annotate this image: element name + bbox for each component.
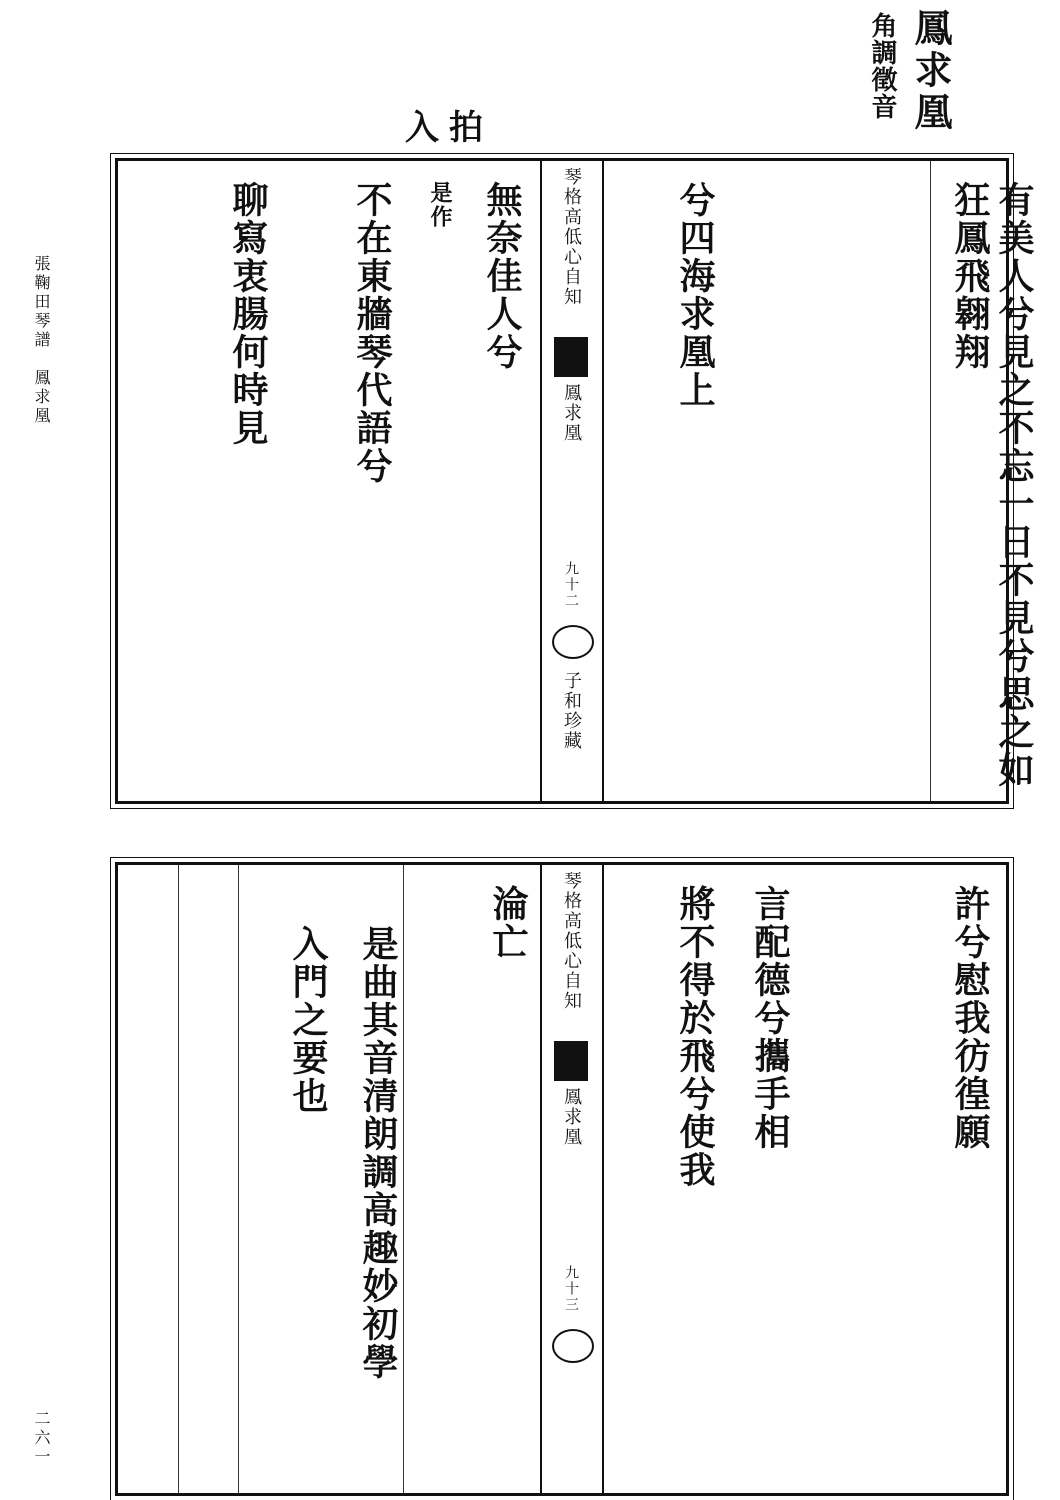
top-score-panel <box>115 158 1035 804</box>
gutter-title: 鳳求凰 <box>561 1087 582 1147</box>
mode-subtitle: 角調徵音 <box>867 12 897 120</box>
seal-stamp <box>552 1329 594 1363</box>
score-column: 是作 <box>427 181 453 229</box>
leaf-number: 九十二 <box>563 561 579 609</box>
center-gutter <box>540 865 604 1493</box>
column-divider <box>403 865 404 1493</box>
closing-note: 是曲其音清朗調高趣妙初學 <box>357 925 399 1381</box>
score-column: 不在東牆琴代語兮 <box>351 181 393 485</box>
piece-title: 鳳求凰 <box>908 8 953 134</box>
column-divider <box>930 161 931 801</box>
score-column: 有美人兮見之不忘一日不見兮思之如狂鳳飛翱翔 <box>949 181 1035 789</box>
closing-note: 入門之要也 <box>287 925 329 1115</box>
section-label: 入拍 <box>405 108 493 148</box>
fish-tail-mark <box>554 1041 588 1081</box>
gutter-title: 鳳求凰 <box>561 383 582 443</box>
score-column: 淪亡 <box>487 885 529 961</box>
gutter-caption: 琴格高低心自知 <box>561 167 582 307</box>
collector-note: 子和珍藏 <box>561 671 582 751</box>
center-gutter <box>540 161 604 801</box>
bottom-score-panel <box>115 862 1009 1496</box>
running-title: 張鞠田琴譜 鳳求凰 <box>32 255 51 426</box>
fish-tail-mark <box>554 337 588 377</box>
score-column: 聊寫衷腸何時見 <box>227 181 269 447</box>
score-column: 兮四海求凰上 <box>674 181 716 409</box>
column-divider <box>178 865 179 1493</box>
score-column: 言配德兮攜手相 <box>749 885 791 1151</box>
score-column: 將不得於飛兮使我 <box>674 885 716 1189</box>
score-column: 許兮慰我彷徨願 <box>949 885 991 1151</box>
score-column: 無奈佳人兮 <box>481 181 523 371</box>
leaf-number: 九十三 <box>563 1265 579 1313</box>
page-number: 二六一 <box>32 1410 51 1467</box>
seal-stamp <box>552 625 594 659</box>
column-divider <box>238 865 239 1493</box>
gutter-caption: 琴格高低心自知 <box>561 871 582 1011</box>
